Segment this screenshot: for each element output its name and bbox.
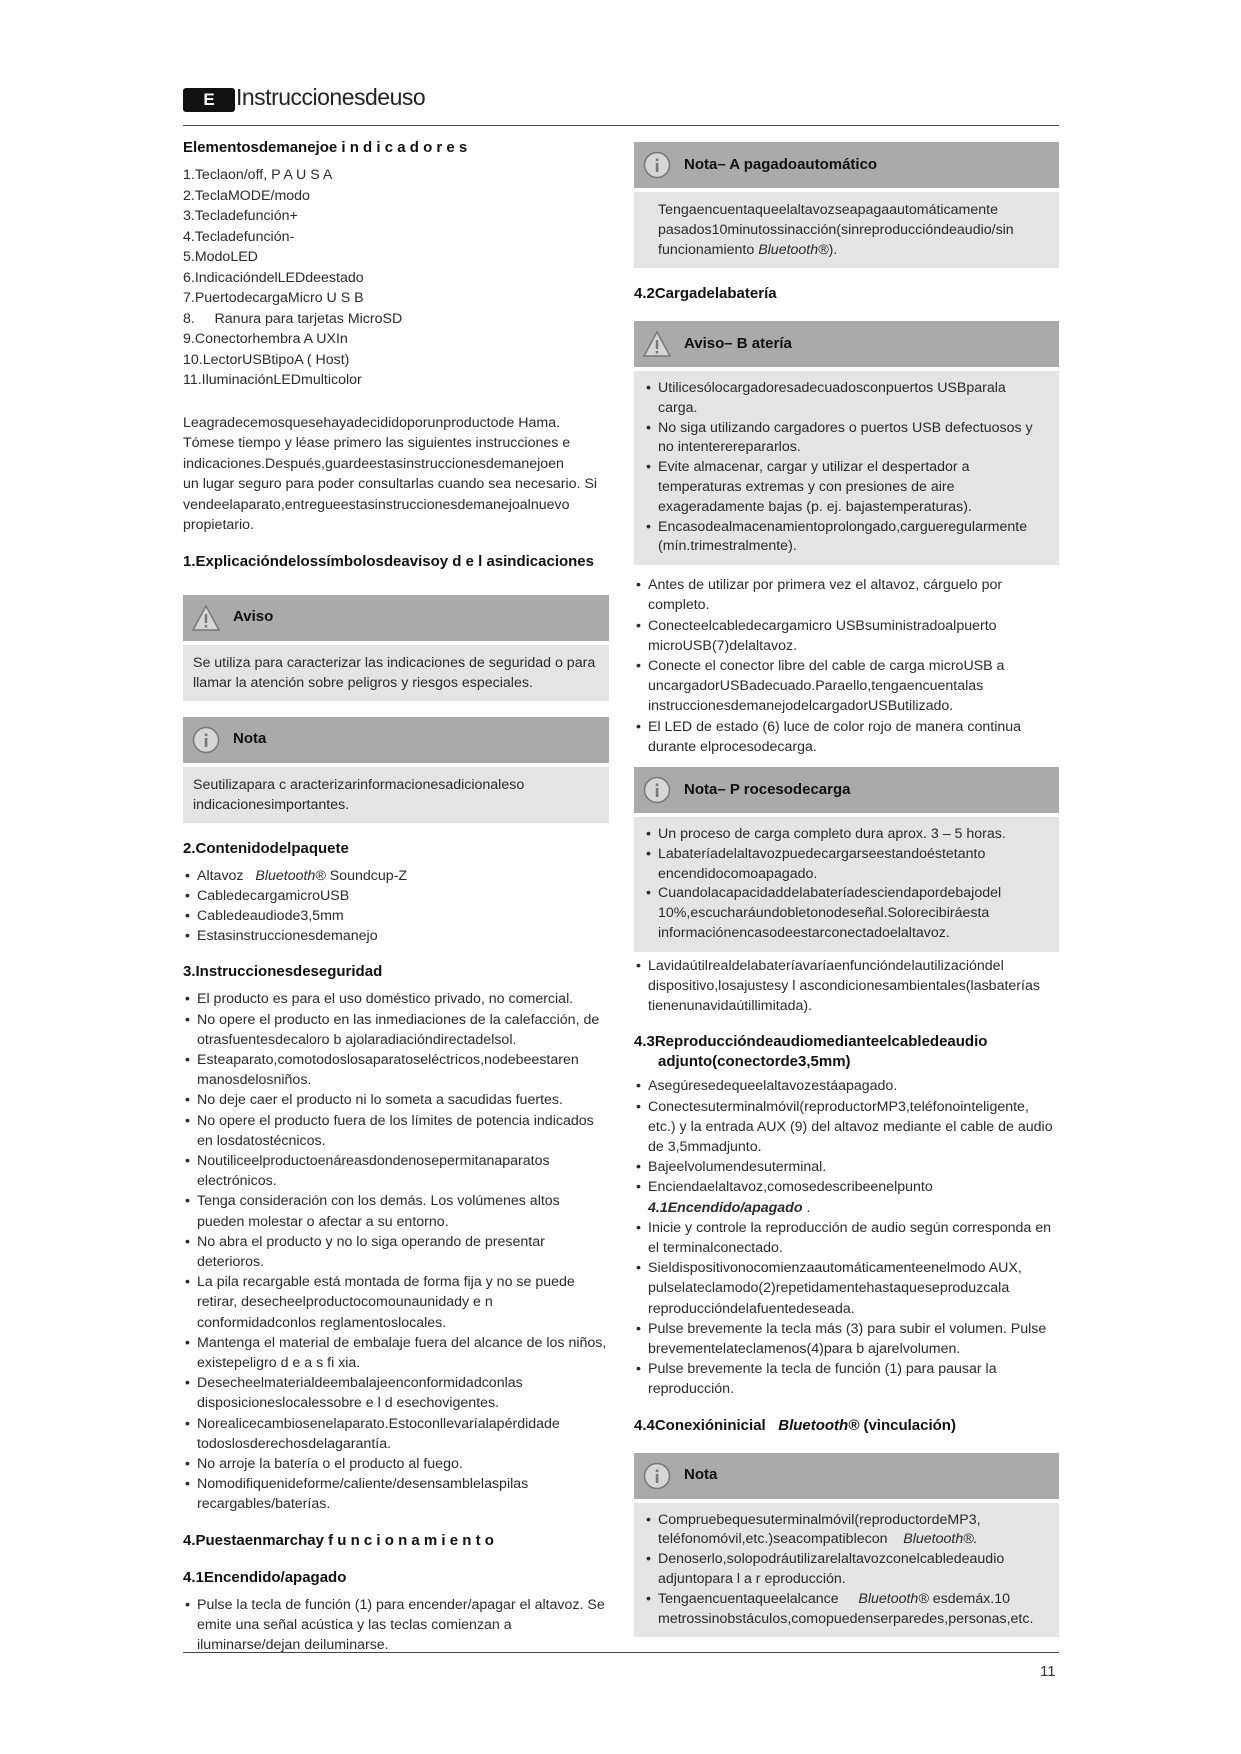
list-item (644, 1511, 1049, 1551)
intro-line: indicaciones.Después,guardeestasinstruccionesdemanejoen (183, 455, 564, 472)
item-text: Enciendaelaltavoz,comosedescribeenelpunto (648, 1179, 933, 1196)
box-text: Tengaencuentaqueelaltavozseapagaautomáticamente pasados10minutossinacción(sinreproduccióndeaudio/sin funcionamiento (658, 202, 1014, 258)
item-text: Compruebequesuterminalmóvil(reproductordeMP3, teléfonomóvil,etc.)seacompatiblecon (658, 1511, 981, 1548)
item-text: Soundcup-Z (329, 867, 408, 884)
brand-text: Bluetooth®. (903, 1531, 978, 1548)
heading-line: 4.3Reproduccióndeaudiomedianteelcabledeaudio (634, 1033, 988, 1051)
section-4-1-heading: 4.1Encendido/apagado (183, 1568, 347, 1586)
list-item: 6.IndicacióndelLEDdeestado (183, 269, 364, 286)
section-4-heading: 4.Puestaenmarchay f u n c i o n a m i e n t o (183, 1531, 494, 1549)
info-icon (191, 725, 221, 755)
heading-text: (vinculación) (863, 1416, 956, 1434)
list-item: • No abra el producto y no lo siga operando de presentar deterioros. (183, 1232, 609, 1272)
nota-auto-body (634, 192, 1059, 268)
list-item: • No siga utilizando cargadores o puertos USB defectuosos y no intentererepararlos. (644, 419, 1049, 459)
nota-box (183, 717, 609, 823)
list-item: 7.PuertodecargaMicro U S B (183, 290, 364, 306)
section-3-heading: 3.Instruccionesdeseguridad (183, 963, 383, 981)
audio-cable-list (634, 1076, 1059, 1399)
list-item: • Encasodealmacenamientoprolongado,cargueregularmente (mín.trimestralmente). (644, 518, 1049, 558)
section-1-heading: 1.Explicacióndelossímbolosdeavisoy d e l asindicaciones (183, 552, 594, 570)
nota-final-title: Nota (684, 1466, 718, 1484)
list-item: • Labateríadelaltavozpuedecargarseestandoéstetanto encendidocomoapagado. (644, 845, 1049, 885)
list-item: • Cuandolacapacidaddelabateríadesciendapordebajodel 10%,escucharáundobletonodeseñal.Solorecibiráesta informaciónencasodeestarconectadoelaltavoz. (644, 884, 1049, 943)
list-item: 5.ModoLED (183, 249, 258, 265)
controls-heading: Elementosdemanejoe i n d i c a d o r e s (183, 139, 468, 156)
package-list (183, 866, 609, 947)
nota-carga-title: Nota– P rocesodecarga (684, 780, 851, 798)
list-item: • No deje caer el producto ni lo someta a sacudidas fuertes. (183, 1090, 609, 1110)
list-item: 9.Conectorhembra A UXIn (183, 331, 348, 347)
nota-title: Nota (233, 730, 267, 748)
nota-box-body (183, 767, 609, 823)
info-icon (642, 1461, 672, 1491)
list-item: • El LED de estado (6) luce de color rojo de manera continua durante elprocesodecarga. (634, 717, 1059, 757)
list-item: 8. Ranura para tarjetas MicroSD (183, 310, 403, 327)
intro-line: vendeelaparato,entregueestasinstruccionesdemanejoalnuevo (183, 496, 570, 513)
section-2-heading: 2.Contenidodelpaquete (183, 839, 349, 857)
aviso-box (183, 595, 609, 701)
nota-box-header (183, 717, 609, 763)
info-icon (642, 150, 672, 180)
list-item: 3.Tecladefunción+ (183, 208, 298, 224)
list-item: • Evite almacenar, cargar y utilizar el despertador a temperaturas extremas y con presiones de aire exageradamente bajas (p. ej. bajastemperaturas). (644, 458, 1049, 517)
power-list (183, 1595, 609, 1656)
brand-text: Bluetooth® (758, 242, 829, 258)
page-number: 11 (1040, 1663, 1056, 1680)
box-line: llamar la atención sobre peligros y riesgos especiales. (193, 674, 533, 691)
list-item: • Mantenga el material de embalaje fuera del alcance de los niños, existepeligro d e a s fi xia. (183, 1333, 609, 1373)
list-item: • Cabledeaudiode3,5mm (183, 906, 609, 926)
section-4-3-heading (634, 1032, 1059, 1072)
list-item (183, 866, 609, 886)
list-item: • Esteaparato,comotodoslosaparatoseléctricos,nodebeestaren manosdelosniños. (183, 1050, 609, 1090)
page-title: Instruccionesdeuso (236, 84, 426, 110)
item-text: Altavoz (197, 867, 244, 884)
section-4-4-heading (634, 1416, 1059, 1436)
nota-final-header (634, 1453, 1059, 1499)
list-item: 4.Tecladefunción- (183, 228, 295, 245)
list-item: • Norealicecambiosenelaparato.Estoconllevaríalapérdidade todoslosderechosdelagarantía. (183, 1414, 609, 1454)
list-item (634, 1177, 1059, 1217)
list-item: 1.Teclaon/off, P A U S A (183, 167, 333, 183)
nota-carga-box (634, 767, 1059, 952)
warning-icon (642, 329, 672, 359)
pairing-notes-list (644, 1511, 1049, 1630)
controls-list (183, 165, 609, 391)
aviso-bateria-body (634, 371, 1059, 565)
intro-line: Tómese tiempo y léase primero las siguientes instrucciones e (183, 435, 571, 451)
intro-paragraph (183, 413, 609, 536)
list-item: • Noutiliceelproductoenáreasdondenosepermitanaparatos electrónicos. (183, 1151, 609, 1191)
list-item: • Tenga consideración con los demás. Los volúmenes altos pueden molestar o afectar a su entorno. (183, 1191, 609, 1231)
list-item: • No opere el producto fuera de los límites de potencia indicados en losdatostécnicos. (183, 1111, 609, 1151)
language-badge: E (183, 88, 235, 112)
brand-text: Bluetooth® (255, 867, 326, 884)
brand-text: Bluetooth® (858, 1590, 929, 1607)
footer-rule (183, 1652, 1059, 1653)
nota-carga-header (634, 767, 1059, 813)
list-item: • Conecte el conector libre del cable de carga microUSB a uncargadorUSBadecuado.Paraello,tengaencuentalas instruccionesdemanejodelcargadorUSButilizado. (634, 656, 1059, 717)
item-text: esdemáx.10 metrossinobstáculos,comopuedenserparedes,personas,etc. (658, 1590, 1034, 1627)
list-item: • Conecteelcabledecargamicro USBsuministradoalpuerto microUSB(7)delaltavoz. (634, 616, 1059, 656)
aviso-bateria-title: Aviso– B atería (684, 334, 792, 352)
charging-list (634, 575, 1059, 757)
box-line: Seutilizapara c aracterizarinformacionesadicionaleso (193, 776, 525, 793)
nota-final-box (634, 1453, 1059, 1638)
nota-carga-body (634, 817, 1059, 952)
box-line: indicacionesimportantes. (193, 796, 350, 813)
header-rule (183, 125, 1059, 126)
intro-line: un lugar seguro para poder consultarlas cuando sea necesario. Si (183, 476, 598, 492)
item-text: . (806, 1199, 811, 1216)
aviso-title: Aviso (233, 608, 274, 626)
aviso-bateria-box (634, 321, 1059, 565)
brand-text: Bluetooth® (778, 1416, 860, 1434)
list-item: • Un proceso de carga completo dura aprox. 3 – 5 horas. (644, 825, 1049, 845)
list-item: • Denoserlo,solopodráutilizarelaltavozconelcabledeaudio adjuntopara l a r eproducción. (644, 1550, 1049, 1590)
list-item: 10.LectorUSBtipoA ( Host) (183, 351, 350, 368)
charging-notes-list (644, 825, 1049, 944)
list-item: • Asegúresedequeelaltavozestáapagado. (634, 1076, 1059, 1096)
list-item (644, 1590, 1049, 1630)
list-item: • CabledecargamicroUSB (183, 886, 609, 906)
intro-line: Leagradecemosquesehayadecididoporunproductode Hama. (183, 414, 561, 431)
list-item: • Conectesuterminalmóvil(reproductorMP3,teléfonointeligente, etc.) y la entrada AUX (9) del altavoz mediante el cable de audio de 3,5mmadjunto. (634, 1097, 1059, 1158)
list-item: • Sieldispositivonocomienzaautomáticamenteenelmodo AUX, pulselateclamodo(2)repetidamentehastaqueseproduzcala reproduccióndelafuentedeseada. (634, 1258, 1059, 1319)
battery-life-list (634, 956, 1059, 1017)
list-item: • Estasinstruccionesdemanejo (183, 926, 609, 946)
list-item: • Antes de utilizar por primera vez el altavoz, cárguelo por completo. (634, 575, 1059, 615)
list-item: • El producto es para el uso doméstico privado, no comercial. (183, 989, 609, 1009)
item-text: Tengaencuentaqueelalcance (658, 1590, 839, 1607)
list-item: • Pulse brevemente la tecla de función (1) para pausar la reproducción. (634, 1359, 1059, 1399)
list-item: • La pila recargable está montada de forma fija y no se puede retirar, desecheelproductocomounaunidady e n conformidadconlos reglamentoslocales. (183, 1272, 609, 1333)
heading-line: adjunto(conectorde3,5mm) (658, 1053, 851, 1071)
box-line: Se utiliza para caracterizar las indicaciones de seguridad o para (193, 654, 596, 671)
list-item: • Lavidaútilrealdelabateríavaríaenfuncióndelautilizacióndel dispositivo,losajustesy l ascondicionesambientales(lasbaterías tienenunavidaútillimitada). (634, 956, 1059, 1017)
list-item: 2.TeclaMODE/modo (183, 187, 310, 204)
info-icon (642, 775, 672, 805)
aviso-box-header (183, 595, 609, 641)
list-item: • Utilicesólocargadoresadecuadosconpuertos USBparala carga. (644, 379, 1049, 419)
list-item: • Bajeelvolumendesuterminal. (634, 1157, 1059, 1177)
list-item: 11.IluminaciónLEDmulticolor (183, 372, 362, 388)
nota-final-body (634, 1503, 1059, 1638)
aviso-bateria-header (634, 321, 1059, 367)
list-item: • Pulse la tecla de función (1) para encender/apagar el altavoz. Se emite una señal acústica y las teclas comienzan a iluminarse/dejan deiluminarse. (183, 1595, 609, 1656)
heading-text: 4.4Conexióninicial (634, 1416, 766, 1434)
list-item: • Nomodifiquenideforme/caliente/desensamblelaspilas recargables/baterías. (183, 1474, 609, 1514)
warning-icon (191, 603, 221, 633)
box-text: ). (828, 242, 838, 258)
right-column (634, 142, 1059, 1637)
list-item: • No arroje la batería o el producto al fuego. (183, 1454, 609, 1474)
list-item: • Pulse brevemente la tecla más (3) para subir el volumen. Pulse brevementelateclamenos(4)para b ajarelvolumen. (634, 1319, 1059, 1359)
safety-list (183, 989, 609, 1514)
nota-auto-title: Nota– A pagadoautomático (684, 155, 878, 173)
battery-warning-list (644, 379, 1049, 557)
list-item: • Desecheelmaterialdeembalajeenconformidadconlas disposicioneslocalessobre e l d esechovigentes. (183, 1373, 609, 1413)
list-item: • No opere el producto en las inmediaciones de la calefacción, de otrasfuentesdecaloro b ajolaradiacióndirectadelsol. (183, 1010, 609, 1050)
section-4-2-heading: 4.2Cargadelabatería (634, 285, 777, 302)
cross-reference: 4.1Encendido/apagado (648, 1199, 803, 1216)
nota-auto-header (634, 142, 1059, 188)
aviso-box-body (183, 645, 609, 701)
nota-auto-box (634, 142, 1059, 268)
left-column (183, 138, 609, 1655)
intro-line: propietario. (183, 517, 254, 533)
list-item: • Inicie y controle la reproducción de audio según corresponda en el terminalconectado. (634, 1218, 1059, 1258)
